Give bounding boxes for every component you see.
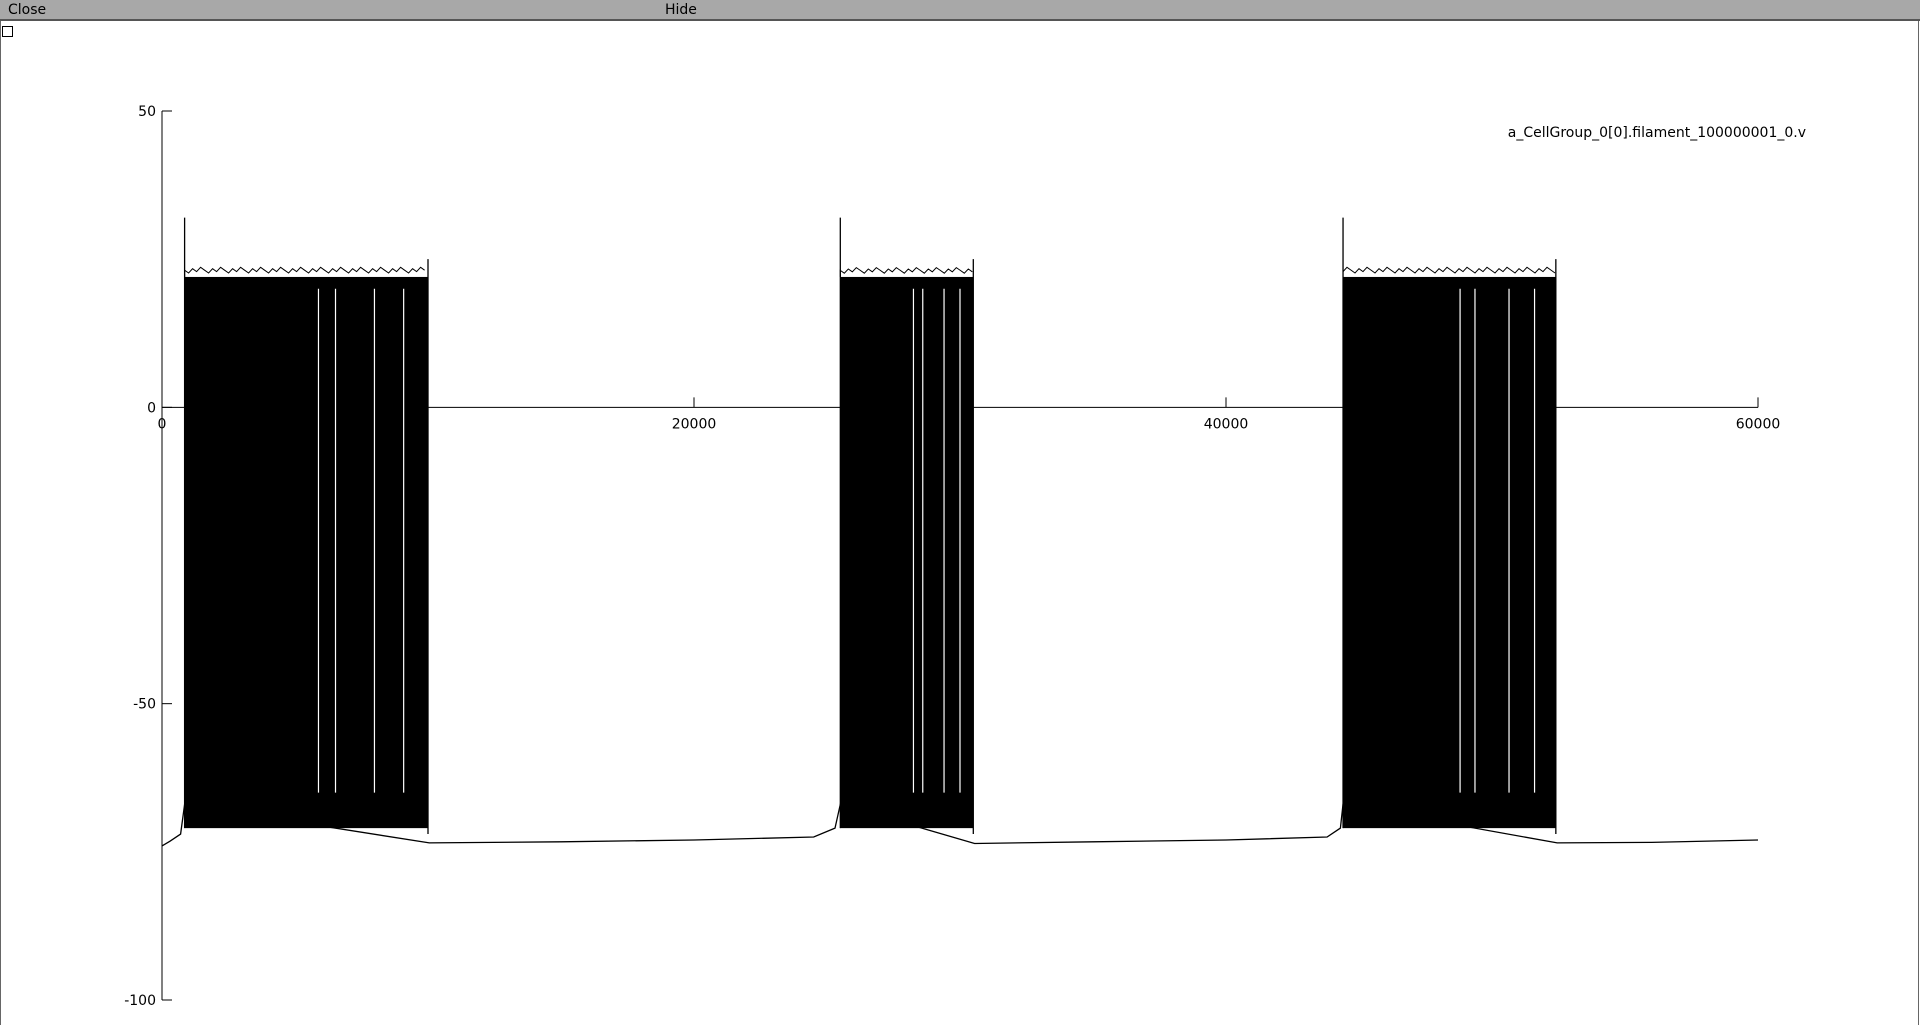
x-tick-label: 0	[157, 416, 167, 433]
x-tick-label: 40000	[1203, 416, 1249, 433]
hide-button[interactable]: Hide	[665, 2, 697, 18]
burst-spike-band	[185, 277, 428, 828]
burst-spike-band	[1343, 277, 1556, 828]
x-tick-label: 20000	[671, 416, 717, 433]
y-tick-label: 0	[147, 400, 156, 417]
legend-entry: a_CellGroup_0[0].filament_100000001_0.v	[1507, 125, 1806, 141]
spike-burst	[840, 218, 973, 834]
close-button[interactable]: Close	[8, 2, 47, 18]
y-tick-label: 50	[138, 104, 156, 120]
burst-top-edge	[185, 267, 425, 277]
burst-spike-band	[840, 277, 973, 828]
y-tick-label: -50	[133, 696, 156, 713]
spike-burst	[1343, 218, 1556, 834]
burst-top-edge	[840, 268, 972, 277]
burst-top-edge	[1343, 267, 1555, 277]
voltage-trace-group	[162, 218, 1758, 846]
y-tick-label: -100	[124, 993, 156, 1009]
spike-burst	[185, 218, 428, 834]
x-tick-label: 60000	[1735, 416, 1781, 433]
